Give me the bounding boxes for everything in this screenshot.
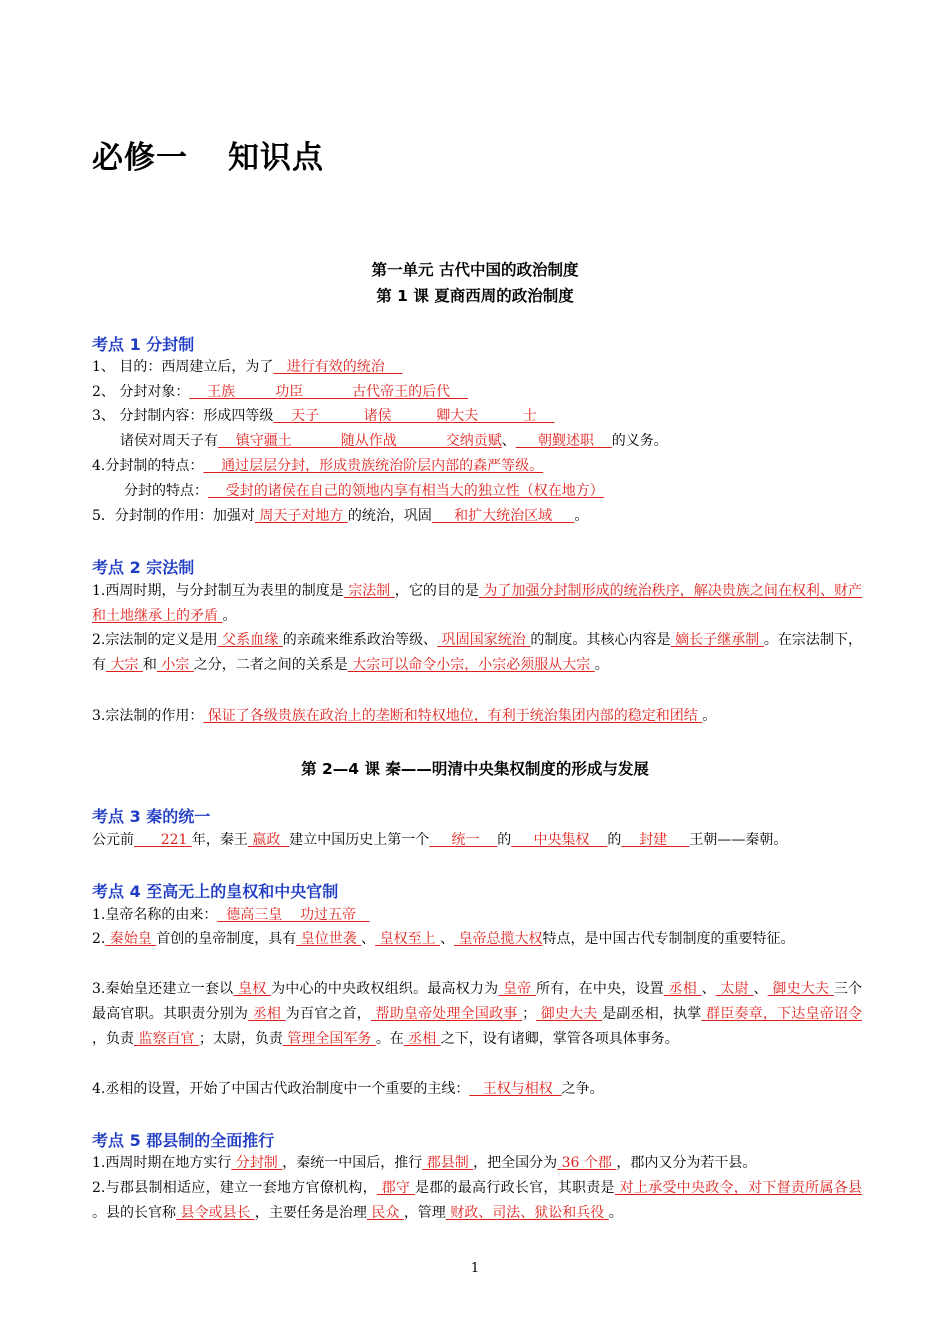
answer-blank: 中央集权 — [511, 832, 608, 848]
answer-blank: 皇权至上 — [375, 931, 441, 947]
answer-blank: 卿大夫 — [413, 408, 501, 424]
answer-blank: 德高三皇 功过五帝 — [217, 907, 370, 923]
kd2-para1: 1.西周时期，与分封制互为表里的制度是 宗法制 ，它的目的是 为了加强分封制形成的统治秩序，解决贵族之间在权利、财产和土地继承上的矛盾 。 — [92, 583, 863, 624]
kd4-para2: 2. 秦始皇 首创的皇帝制度，具有 皇位世袭 、 皇权至上 、 皇帝总揽大权特点，是中国古代专制制度的重要特征。 — [92, 931, 795, 947]
answer-blank: 皇帝 — [498, 981, 537, 997]
answer-blank: 父系血缘 — [217, 632, 283, 648]
kd1-item1: 1、 目的：西周建立后，为了 进行有效的统治 — [92, 359, 403, 375]
answer-blank: 大宗 — [106, 657, 143, 673]
answer-blank: 丞相 — [663, 981, 702, 997]
answer-blank: 受封的诸侯在自己的领地内享有相当大的独立性（权在地方） — [208, 483, 604, 499]
answer-blank: 太尉 — [715, 981, 754, 997]
answer-blank: 统一 — [429, 832, 498, 848]
answer-blank: 朝觐述职 — [515, 433, 612, 449]
answer-blank: 御史大夫 — [767, 981, 834, 997]
kd3-line1: 公元前 221 年，秦王 嬴政 建立中国历史上第一个 统一 的 中央集权 的 封建 王朝——秦朝。 — [92, 832, 788, 848]
answer-blank: 随从作战 — [318, 433, 424, 449]
answer-blank: 嬴政 — [247, 832, 290, 848]
title-part1: 必修一 — [92, 140, 188, 176]
kd5-para1: 1.西周时期在地方实行 分封制 ，秦统一中国后，推行 郡县制 ，把全国分为 36 个郡 ，郡内又分为若干县。 — [92, 1155, 757, 1171]
kd5-heading: 考点 5 郡县制的全面推行 — [92, 1131, 275, 1150]
answer-blank: 丞相 — [403, 1031, 441, 1047]
answer-blank: 皇帝总揽大权 — [454, 931, 543, 947]
kd1-item2: 2、 分封对象： 王族 功臣 古代帝王的后代 — [92, 384, 468, 400]
answer-blank: 财政、司法、狱讼和兵役 — [445, 1205, 609, 1221]
answer-blank: 功臣 — [252, 384, 330, 400]
answer-blank: 大宗可以命令小宗，小宗必须服从大宗 — [347, 657, 595, 673]
answer-blank: 交纳贡赋 — [423, 433, 502, 449]
answer-blank: 士 — [500, 408, 555, 424]
answer-blank: 巩固国家统治 — [437, 632, 531, 648]
answer-blank: 分封制 — [231, 1155, 283, 1171]
answer-blank: 镇守疆土 — [218, 433, 319, 449]
answer-blank: 帮助皇帝处理全国政事 — [370, 1006, 523, 1022]
answer-blank: 周天子对地方 — [254, 508, 348, 524]
answer-blank: 封建 — [621, 832, 690, 848]
kd1-item3: 3、 分封制内容：形成四等级 天子 诸侯 卿大夫 士 — [92, 408, 555, 424]
kd1-heading: 考点 1 分封制 — [92, 335, 195, 354]
answer-blank: 皇权 — [233, 981, 272, 997]
answer-blank: 王权与相权 — [469, 1081, 562, 1097]
answer-blank: 为了加强分封制形成的统治秩序，解决贵族之间在权利、财产和土地继承上的矛盾 — [92, 583, 863, 624]
answer-blank: 对上承受中央政令，对下督责所属各县 — [614, 1180, 863, 1196]
answer-blank: 天子 — [273, 408, 342, 424]
answer-blank: 和扩大统治区域 — [431, 508, 575, 524]
kd3-heading: 考点 3 秦的统一 — [92, 807, 211, 826]
answer-blank: 郡守 — [376, 1180, 415, 1196]
lesson1-title: 第 1 课 夏商西周的政治制度 — [376, 287, 574, 305]
answer-blank: 王族 — [189, 384, 253, 400]
answer-blank: 秦始皇 — [105, 931, 157, 947]
kd4-item1: 1.皇帝名称的由来： 德高三皇 功过五帝 — [92, 907, 370, 923]
unit-title: 第一单元 古代中国的政治制度 — [371, 261, 579, 279]
kd5-para2: 2.与郡县制相适应，建立一套地方官僚机构， 郡守 是郡的最高行政长官，其职责是 对上承受中央政令，对下督责所属各县 。县的长官称 县令或县长 ，主要任务是治理 民众 ，管理 财政、司法、狱讼和兵役 。 — [92, 1180, 863, 1221]
document-title — [92, 132, 324, 177]
answer-blank: 保证了各级贵族在政治上的垄断和特权地位，有利于统治集团内部的稳定和团结 — [203, 708, 703, 724]
answer-blank: 群臣奏章，下达皇帝诏令 — [701, 1006, 863, 1022]
answer-blank: 监察百官 — [134, 1031, 199, 1047]
kd1-item5: 5．分封制的作用：加强对 周天子对地方 的统治，巩固 和扩大统治区域 。 — [92, 508, 589, 524]
kd2-para2: 2.宗法制的定义是用 父系血缘 的亲疏来维系政治等级、 巩固国家统治 的制度。其核心内容是 嫡长子继承制 。在宗法制下，有 大宗 和 小宗 之分，二者之间的关系是 大宗可以命令小宗，小宗必须服从大宗 。 — [92, 632, 863, 673]
kd1-item4-sub: 分封的特点： 受封的诸侯在自己的领地内享有相当大的独立性（权在地方） — [124, 483, 604, 499]
answer-blank: 36 个郡 — [557, 1155, 617, 1171]
kd1-item3-sub: 诸侯对周天子有 镇守疆土 随从作战 交纳贡赋、 朝觐述职 的义务。 — [120, 433, 668, 449]
lesson2-title: 第 2—4 课 秦——明清中央集权制度的形成与发展 — [301, 760, 649, 778]
answer-blank: 管理全国军务 — [282, 1031, 376, 1047]
answer-blank: 诸侯 — [341, 408, 414, 424]
kd2-heading: 考点 2 宗法制 — [92, 558, 195, 577]
kd2-para3: 3.宗法制的作用： 保证了各级贵族在政治上的垄断和特权地位，有利于统治集团内部的稳定和团结 。 — [92, 708, 717, 724]
kd1-item4: 4.分封制的特点： 通过层层分封，形成贵族统治阶层内部的森严等级。 — [92, 458, 544, 474]
answer-blank: 进行有效的统治 — [273, 359, 403, 375]
answer-blank: 嫡长子继承制 — [670, 632, 764, 648]
answer-blank: 县令或县长 — [176, 1205, 255, 1221]
answer-blank: 221 — [134, 832, 192, 848]
kd4-item4: 4.丞相的设置，开始了中国古代政治制度中一个重要的主线： 王权与相权 之争。 — [92, 1081, 604, 1097]
answer-blank: 小宗 — [156, 657, 194, 673]
answer-blank: 宗法制 — [343, 583, 395, 599]
answer-blank: 御史大夫 — [536, 1006, 603, 1022]
kd4-para3: 3.秦始皇还建立一套以 皇权 为中心的中央政权组织。最高权力为 皇帝 所有，在中央，设置 丞相 、 太尉 、 御史大夫 三个最高官职。其职责分别为 丞相 为百官之首， 帮助皇帝处理全国政事 ； 御史大夫 是副丞相，执掌 群臣奏章，下达皇帝诏令 ，负责 监察百官 ；太尉，负责 管理全国军务 。在 丞相 之下，设有诸卿，掌管各项具体事务。 — [92, 981, 863, 1047]
answer-blank: 丞相 — [248, 1006, 286, 1022]
answer-blank: 郡县制 — [422, 1155, 474, 1171]
answer-blank: 民众 — [366, 1205, 404, 1221]
page-number: 1 — [470, 1261, 480, 1276]
answer-blank: 古代帝王的后代 — [329, 384, 468, 400]
answer-blank: 通过层层分封，形成贵族统治阶层内部的森严等级。 — [203, 458, 544, 474]
answer-blank: 皇位世袭 — [296, 931, 362, 947]
kd4-heading: 考点 4 至高无上的皇权和中央官制 — [92, 882, 339, 901]
title-part2: 知识点 — [228, 140, 324, 176]
